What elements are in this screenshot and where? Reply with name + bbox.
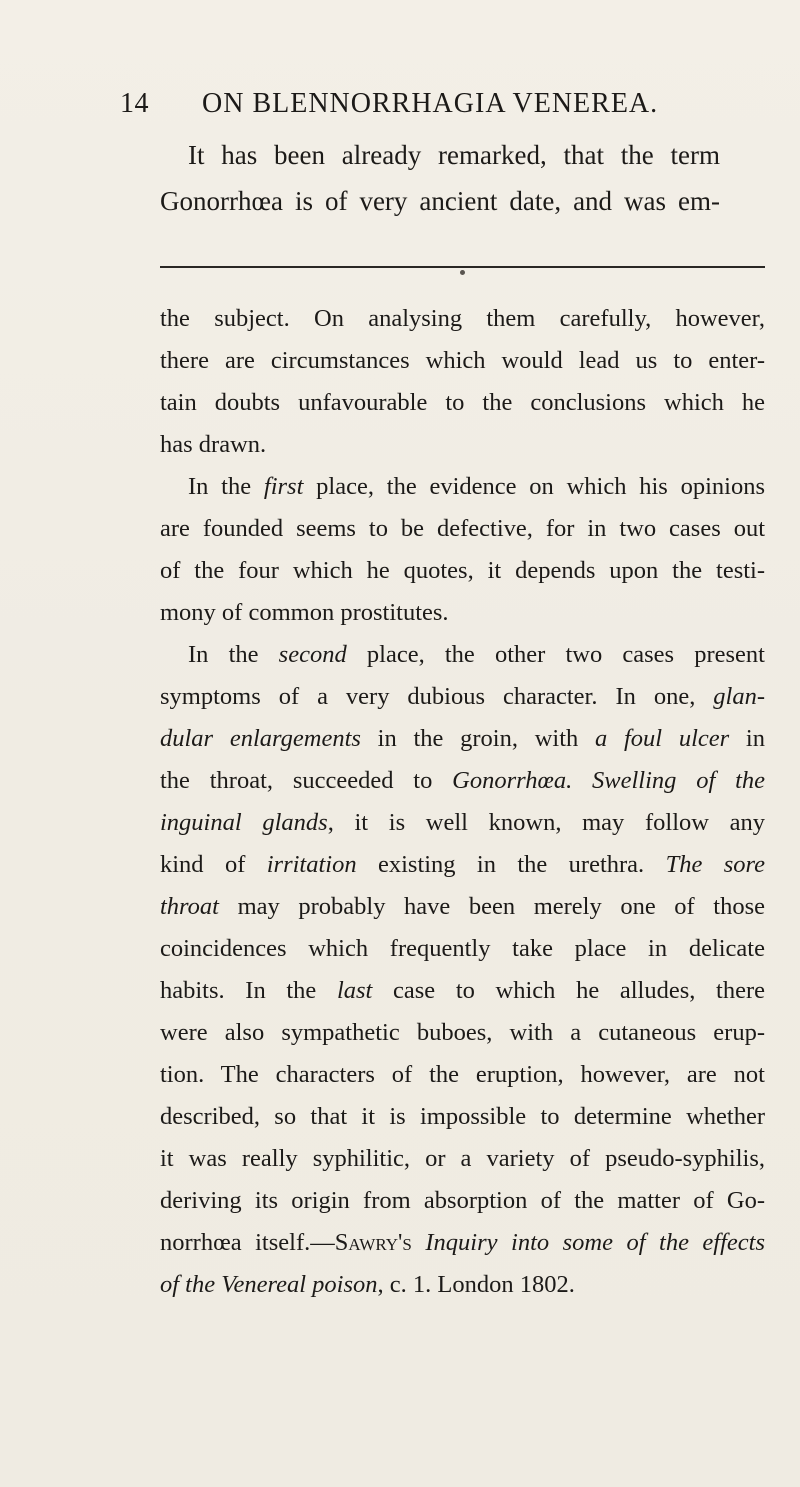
footnote-text-run (572, 767, 592, 794)
footnote-italic-run: Swelling of the (592, 767, 766, 794)
footnote-text-run: there are circumstances which would lead us to enter- (160, 347, 765, 374)
footnote-text-run: tion. The characters of the eruption, however, are not (160, 1061, 765, 1088)
footnote-line (160, 970, 765, 1012)
footnote-text-run: the subject. On analysing them carefully, however, (160, 305, 765, 332)
footnote-line (160, 550, 765, 592)
footnote-text-run: described, so that it is impossible to determine whether (160, 1103, 765, 1130)
footnote-text-run: norrhœa itself.— (160, 1229, 335, 1256)
footnote-text-run: are founded seems to be defective, for in two cases out (160, 515, 765, 542)
footnote-line (160, 844, 765, 886)
main-text-line: Gonorrhœa is of very ancient date, and was em- (160, 186, 720, 216)
footnote-separator-rule (160, 266, 765, 268)
footnote-italic-run: dular enlargements (160, 725, 361, 752)
footnote-line (160, 298, 765, 340)
footnote-author-name: Sawry's (334, 1229, 412, 1256)
footnote-line (160, 508, 765, 550)
main-text-line: It has been already remarked, that the term (188, 140, 720, 170)
footnote-line (160, 340, 765, 382)
footnote-italic-run: Gonorrhœa. (452, 767, 573, 794)
footnote-italic-run: of the Venereal poison (160, 1271, 378, 1298)
footnote-text-run: habits. In the (160, 977, 337, 1004)
footnote-block (160, 298, 765, 1306)
footnote-text-run: in the groin, with (360, 725, 595, 752)
footnote-line (160, 760, 765, 802)
footnote-text-run: were also sympathetic buboes, with a cutaneous erup- (160, 1019, 765, 1046)
footnote-text-run: In the (188, 473, 264, 500)
footnote-italic-run: second (278, 641, 347, 668)
footnote-text-run: kind of (160, 851, 267, 878)
footnote-italic-run: inguinal glands (160, 809, 328, 836)
footnote-text-run: in (729, 725, 765, 752)
footnote-text-run: case to which he alludes, there (372, 977, 765, 1004)
footnote-italic-run: a foul ulcer (595, 725, 730, 752)
page-number: 14 (120, 88, 149, 119)
footnote-line (160, 1096, 765, 1138)
footnote-line (160, 1222, 765, 1264)
footnote-line (160, 592, 765, 634)
running-title: ON BLENNORRHAGIA VENEREA. (202, 88, 659, 119)
footnote-italic-run: last (336, 977, 373, 1004)
footnote-text-run: place, the evidence on which his opinions (303, 473, 766, 500)
footnote-line (160, 886, 765, 928)
footnote-text-run: coincidences which frequently take place in delicate (160, 935, 765, 962)
footnote-line (160, 634, 765, 676)
footnote-text-run: , c. 1. London 1802. (377, 1271, 575, 1298)
footnote-line (160, 802, 765, 844)
footnote-line (160, 1054, 765, 1096)
footnote-text-run: existing in the urethra. (356, 851, 666, 878)
footnote-line (160, 424, 765, 466)
footnote-italic-run: glan- (713, 683, 765, 710)
running-head (120, 88, 760, 128)
footnote-line (160, 1264, 765, 1306)
footnote-text-run (412, 1229, 426, 1256)
footnote-italic-run: throat (160, 893, 219, 920)
footnote-line (160, 382, 765, 424)
footnote-text-run: it was really syphilitic, or a variety of pseudo-syphilis, (160, 1145, 765, 1172)
footnote-line (160, 928, 765, 970)
footnote-text-run: symptoms of a very dubious character. In one, (160, 683, 714, 710)
footnote-text-run: tain doubts unfavourable to the conclusions which he (160, 389, 765, 416)
footnote-line (160, 466, 765, 508)
footnote-text-run: may probably have been merely one of those (219, 893, 765, 920)
footnote-line (160, 1180, 765, 1222)
footnote-line (160, 676, 765, 718)
footnote-text-run: In the (188, 641, 279, 668)
footnote-italic-run: The sore (665, 851, 765, 878)
footnote-italic-run: first (263, 473, 304, 500)
footnote-text-run: place, the other two cases present (346, 641, 765, 668)
footnote-line (160, 1012, 765, 1054)
main-paragraph (160, 132, 720, 224)
footnote-text-run: mony of common prostitutes. (160, 599, 449, 626)
footnote-line (160, 1138, 765, 1180)
footnote-italic-run: Inquiry into some of the effects (425, 1229, 766, 1256)
footnote-line (160, 718, 765, 760)
footnote-text-run: the throat, succeeded to (160, 767, 453, 794)
footnote-text-run: deriving its origin from absorption of the matter of Go- (160, 1187, 765, 1214)
footnote-italic-run: irritation (266, 851, 357, 878)
footnote-text-run: has drawn. (160, 431, 267, 458)
footnote-text-run: , it is well known, may follow any (327, 809, 765, 836)
footnote-text-run: of the four which he quotes, it depends upon the testi- (160, 557, 765, 584)
ink-speck (460, 270, 465, 275)
